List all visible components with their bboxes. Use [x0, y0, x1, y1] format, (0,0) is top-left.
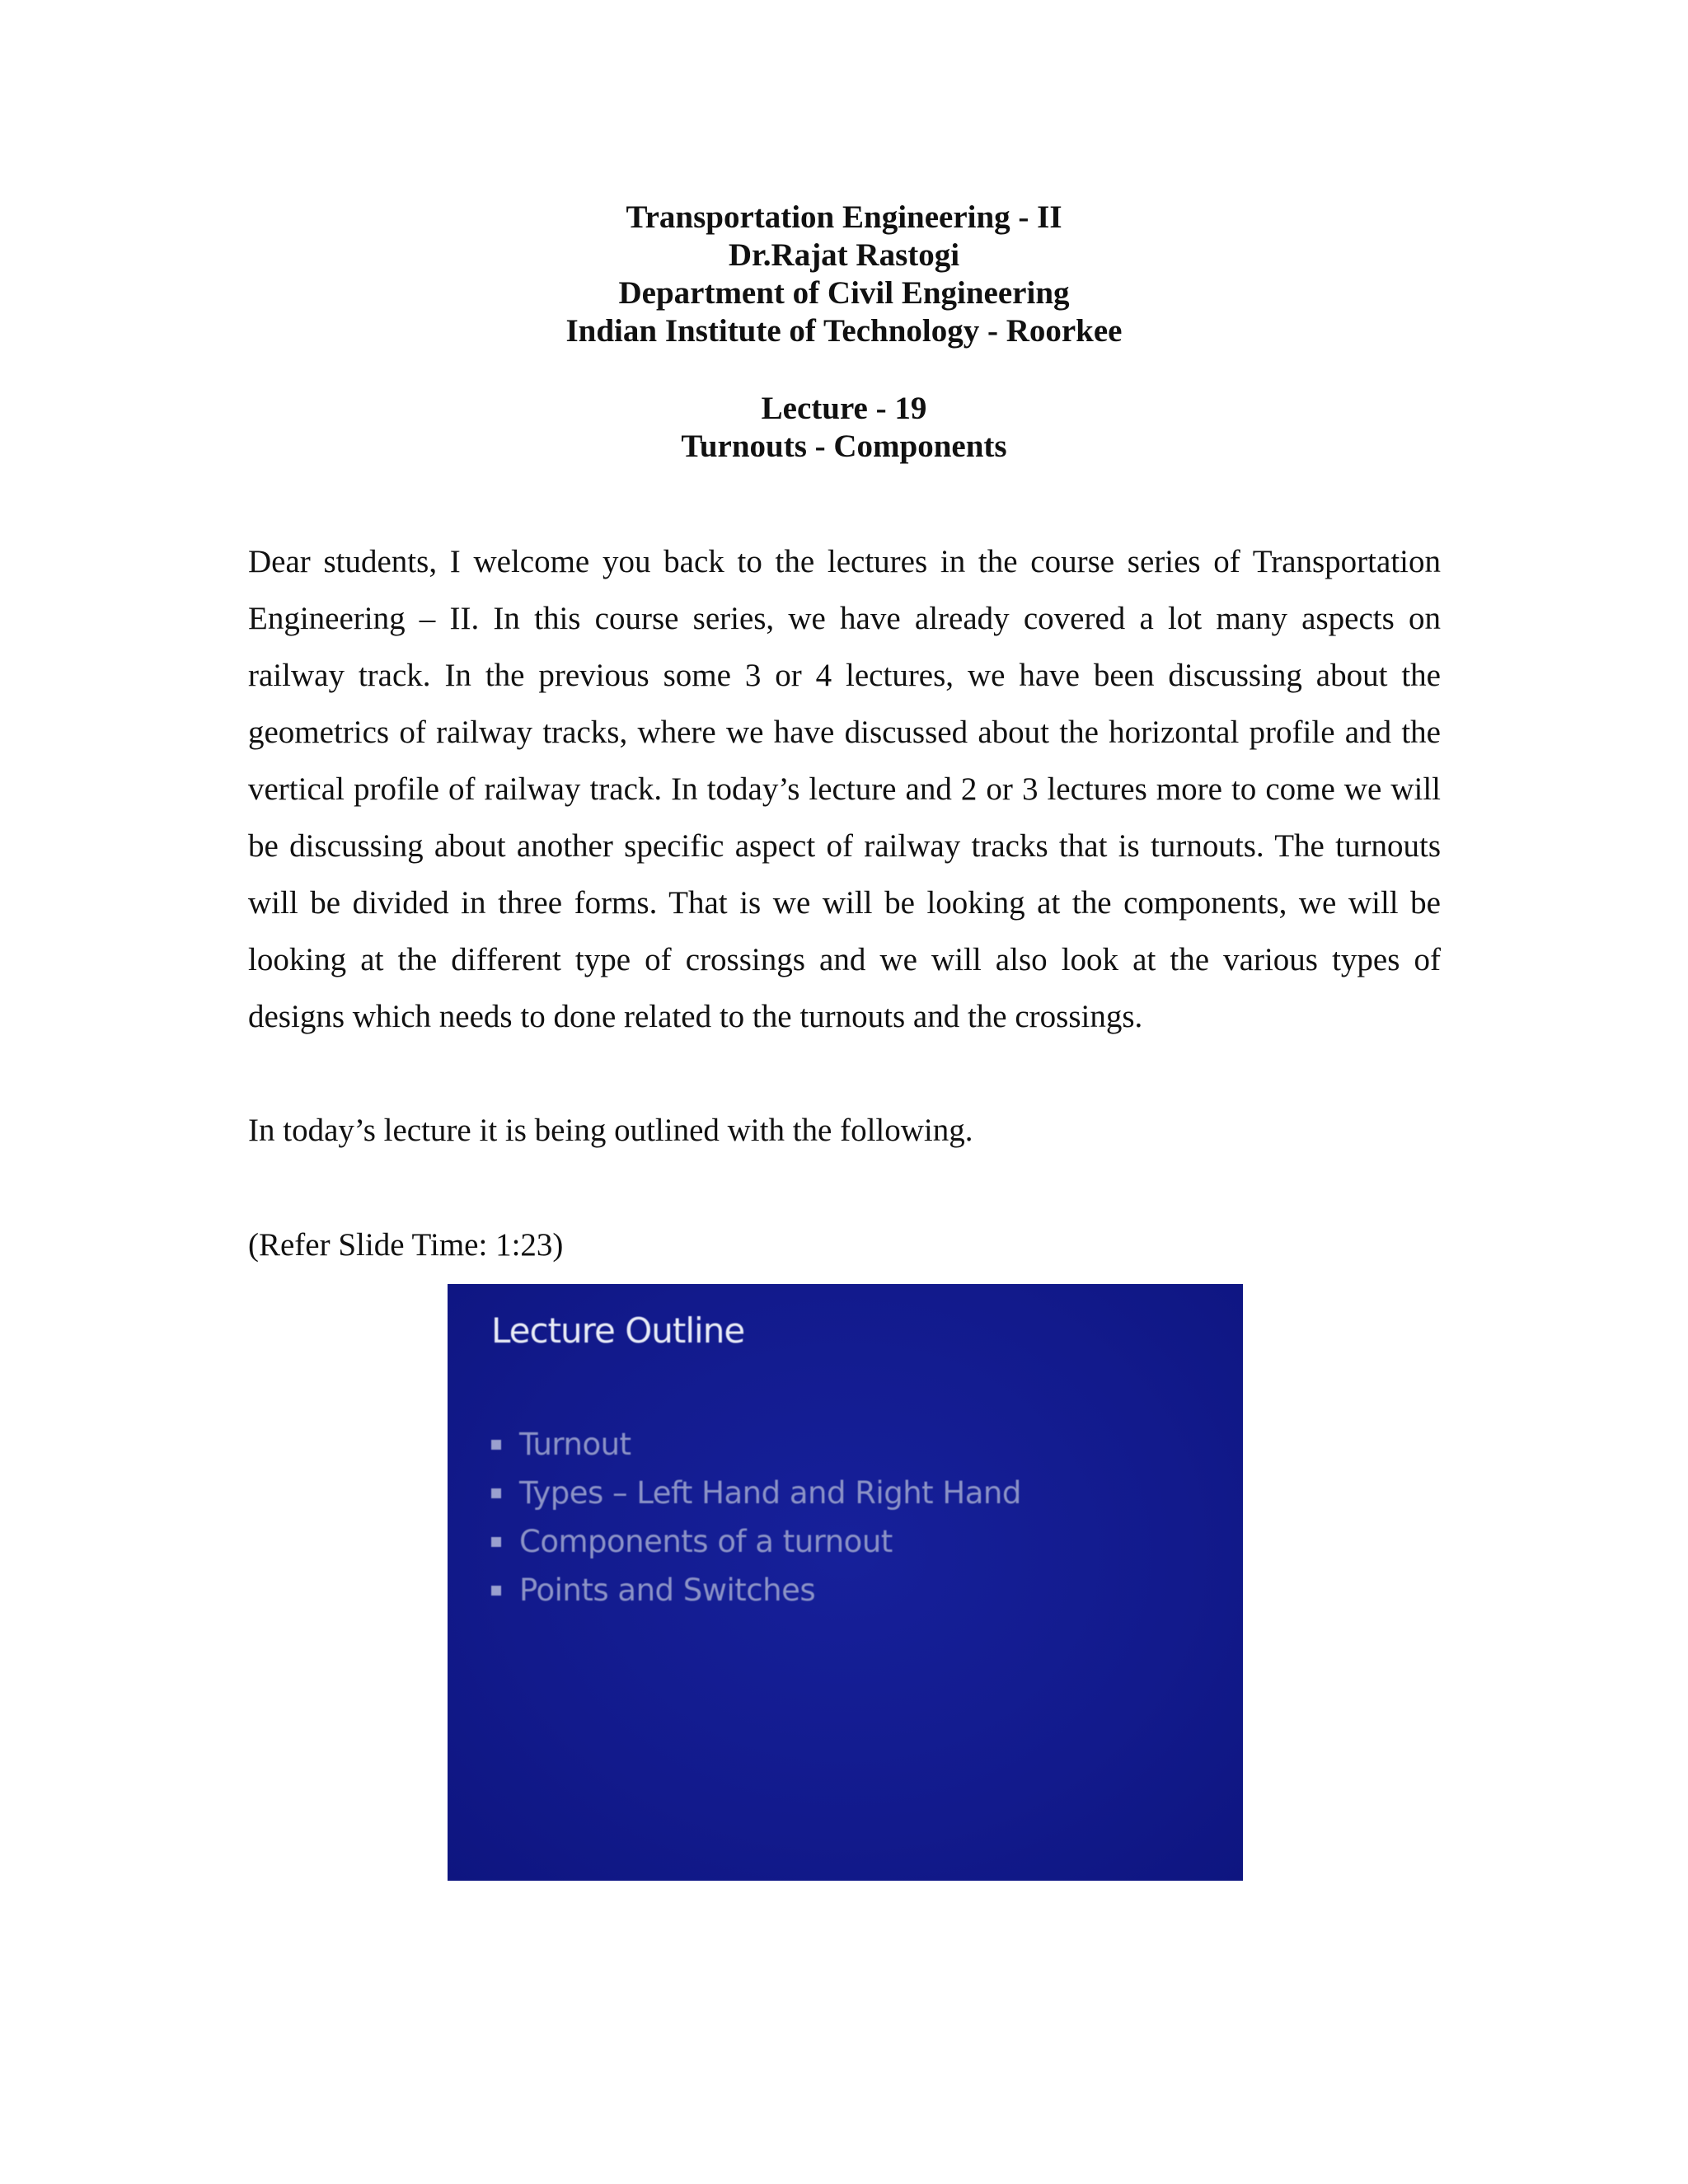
lecture-title: Turnouts - Components	[681, 429, 1007, 464]
lecture-number: Lecture - 19	[761, 391, 927, 426]
slide-bullet-item	[491, 1420, 1021, 1469]
slide-bullet-text: Turnout	[519, 1427, 631, 1462]
institute-name: Indian Institute of Technology - Roorkee	[565, 313, 1123, 349]
document-header	[0, 199, 1688, 350]
lecture-heading	[0, 390, 1688, 466]
outline-intro-paragraph: In today’s lecture it is being outlined with the following.	[248, 1113, 973, 1148]
square-bullet-icon	[491, 1440, 501, 1450]
slide-bullet-list	[491, 1420, 1021, 1615]
slide-time-reference: (Refer Slide Time: 1:23)	[248, 1227, 564, 1263]
slide-bullet-text: Components of a turnout	[519, 1524, 893, 1559]
intro-paragraph: Dear students, I welcome you back to the lectures in the course series of Transportation Engineering – II. In this course series, we have already covered a lot many aspects on railway track. In the previous some 3 or 4 lectures, we have been discussing about the geometrics of railway tracks, where we have discussed about the horizontal profile and the vertical profile of railway track. In today’s lecture and 2 or 3 lectures more to come we will be discussing about another specific aspect of railway tracks that is turnouts. The turnouts will be divided in three forms. That is we will be looking at the components, we will be looking at the different type of crossings and we will also look at the various types of designs which needs to done related to the turnouts and the crossings.	[248, 544, 1441, 1034]
slide-bullet-item	[491, 1517, 1021, 1566]
slide-title: Lecture Outline	[491, 1310, 745, 1351]
square-bullet-icon	[491, 1488, 501, 1498]
instructor-name: Dr.Rajat Rastogi	[728, 237, 960, 273]
square-bullet-icon	[491, 1537, 501, 1547]
department-name: Department of Civil Engineering	[618, 275, 1070, 311]
course-title: Transportation Engineering - II	[626, 199, 1062, 235]
slide-bullet-item	[491, 1469, 1021, 1517]
slide-bullet-text: Points and Switches	[519, 1572, 816, 1608]
lecture-slide-image	[448, 1284, 1243, 1881]
slide-bullet-text: Types – Left Hand and Right Hand	[519, 1475, 1021, 1511]
square-bullet-icon	[491, 1586, 501, 1596]
slide-bullet-item	[491, 1566, 1021, 1615]
